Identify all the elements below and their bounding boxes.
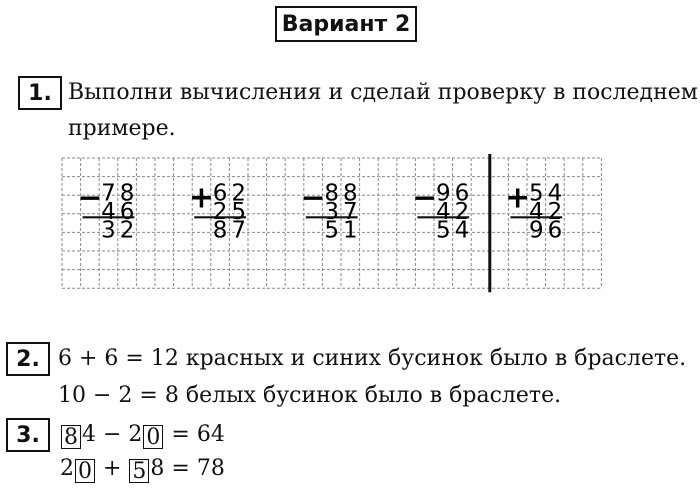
minuend-digit: 2 xyxy=(231,180,247,207)
result-digit: 2 xyxy=(119,217,135,244)
result-digit: 4 xyxy=(454,217,470,244)
task-2-number: 2. xyxy=(6,342,50,376)
equation-part: + xyxy=(96,456,129,481)
result-digit: 5 xyxy=(324,217,340,244)
subtrahend-digit: 4 xyxy=(435,199,451,225)
operation-sign: − xyxy=(412,180,438,216)
answer-box: 0 xyxy=(75,459,95,483)
operation-sign: + xyxy=(188,180,215,216)
equation-part: 4 − 2 xyxy=(82,422,143,447)
result-digit: 8 xyxy=(212,217,228,244)
result-digit: 1 xyxy=(342,217,358,244)
operation-sign: + xyxy=(505,180,531,216)
task-3-equation-1 xyxy=(60,422,225,449)
minuend-digit: 8 xyxy=(119,180,135,207)
operation-sign: − xyxy=(77,180,103,216)
subtrahend-digit: 2 xyxy=(212,199,228,225)
answer-box: 8 xyxy=(61,425,81,449)
minuend-digit: 9 xyxy=(435,180,451,207)
task-3-equation-2 xyxy=(60,456,225,483)
minuend-digit: 6 xyxy=(212,180,228,207)
subtrahend-digit: 5 xyxy=(231,199,247,225)
subtrahend-digit: 7 xyxy=(342,199,358,225)
task-2-line1: 6 + 6 = 12 красных и синих бусинок было в браслете. xyxy=(58,346,687,371)
task-3-number: 3. xyxy=(6,418,50,452)
subtrahend-digit: 6 xyxy=(119,199,135,225)
answer-box: 5 xyxy=(129,459,149,483)
task-1-text-line2: примере. xyxy=(68,116,176,141)
subtrahend-digit: 2 xyxy=(454,199,470,225)
subtrahend-digit: 2 xyxy=(547,199,563,225)
subtrahend-digit: 4 xyxy=(101,199,116,225)
variant-title: Вариант 2 xyxy=(275,6,417,42)
task-2-line2: 10 − 2 = 8 белых бусинок было в браслете. xyxy=(58,383,562,408)
equation-part: = 64 xyxy=(164,422,225,447)
equation-part: 2 xyxy=(60,456,74,481)
subtrahend-digit: 4 xyxy=(528,199,544,225)
minuend-digit: 6 xyxy=(454,180,470,207)
minuend-digit: 8 xyxy=(324,180,340,207)
operation-sign: − xyxy=(300,180,326,216)
result-digit: 5 xyxy=(435,217,451,244)
minuend-digit: 5 xyxy=(528,180,544,207)
minuend-digit: 7 xyxy=(101,180,116,207)
result-digit: 3 xyxy=(101,217,116,244)
subtrahend-digit: 3 xyxy=(324,199,340,225)
task-1-text-line1: Выполни вычисления и сделай проверку в последнем xyxy=(68,80,698,105)
result-digit: 6 xyxy=(547,217,563,244)
result-digit: 9 xyxy=(528,217,544,244)
minuend-digit: 4 xyxy=(547,180,563,207)
answer-box: 0 xyxy=(143,425,163,449)
minuend-digit: 8 xyxy=(342,180,358,207)
result-digit: 7 xyxy=(231,217,247,244)
equation-part: 8 = 78 xyxy=(150,456,225,481)
task-1-number: 1. xyxy=(18,76,62,110)
